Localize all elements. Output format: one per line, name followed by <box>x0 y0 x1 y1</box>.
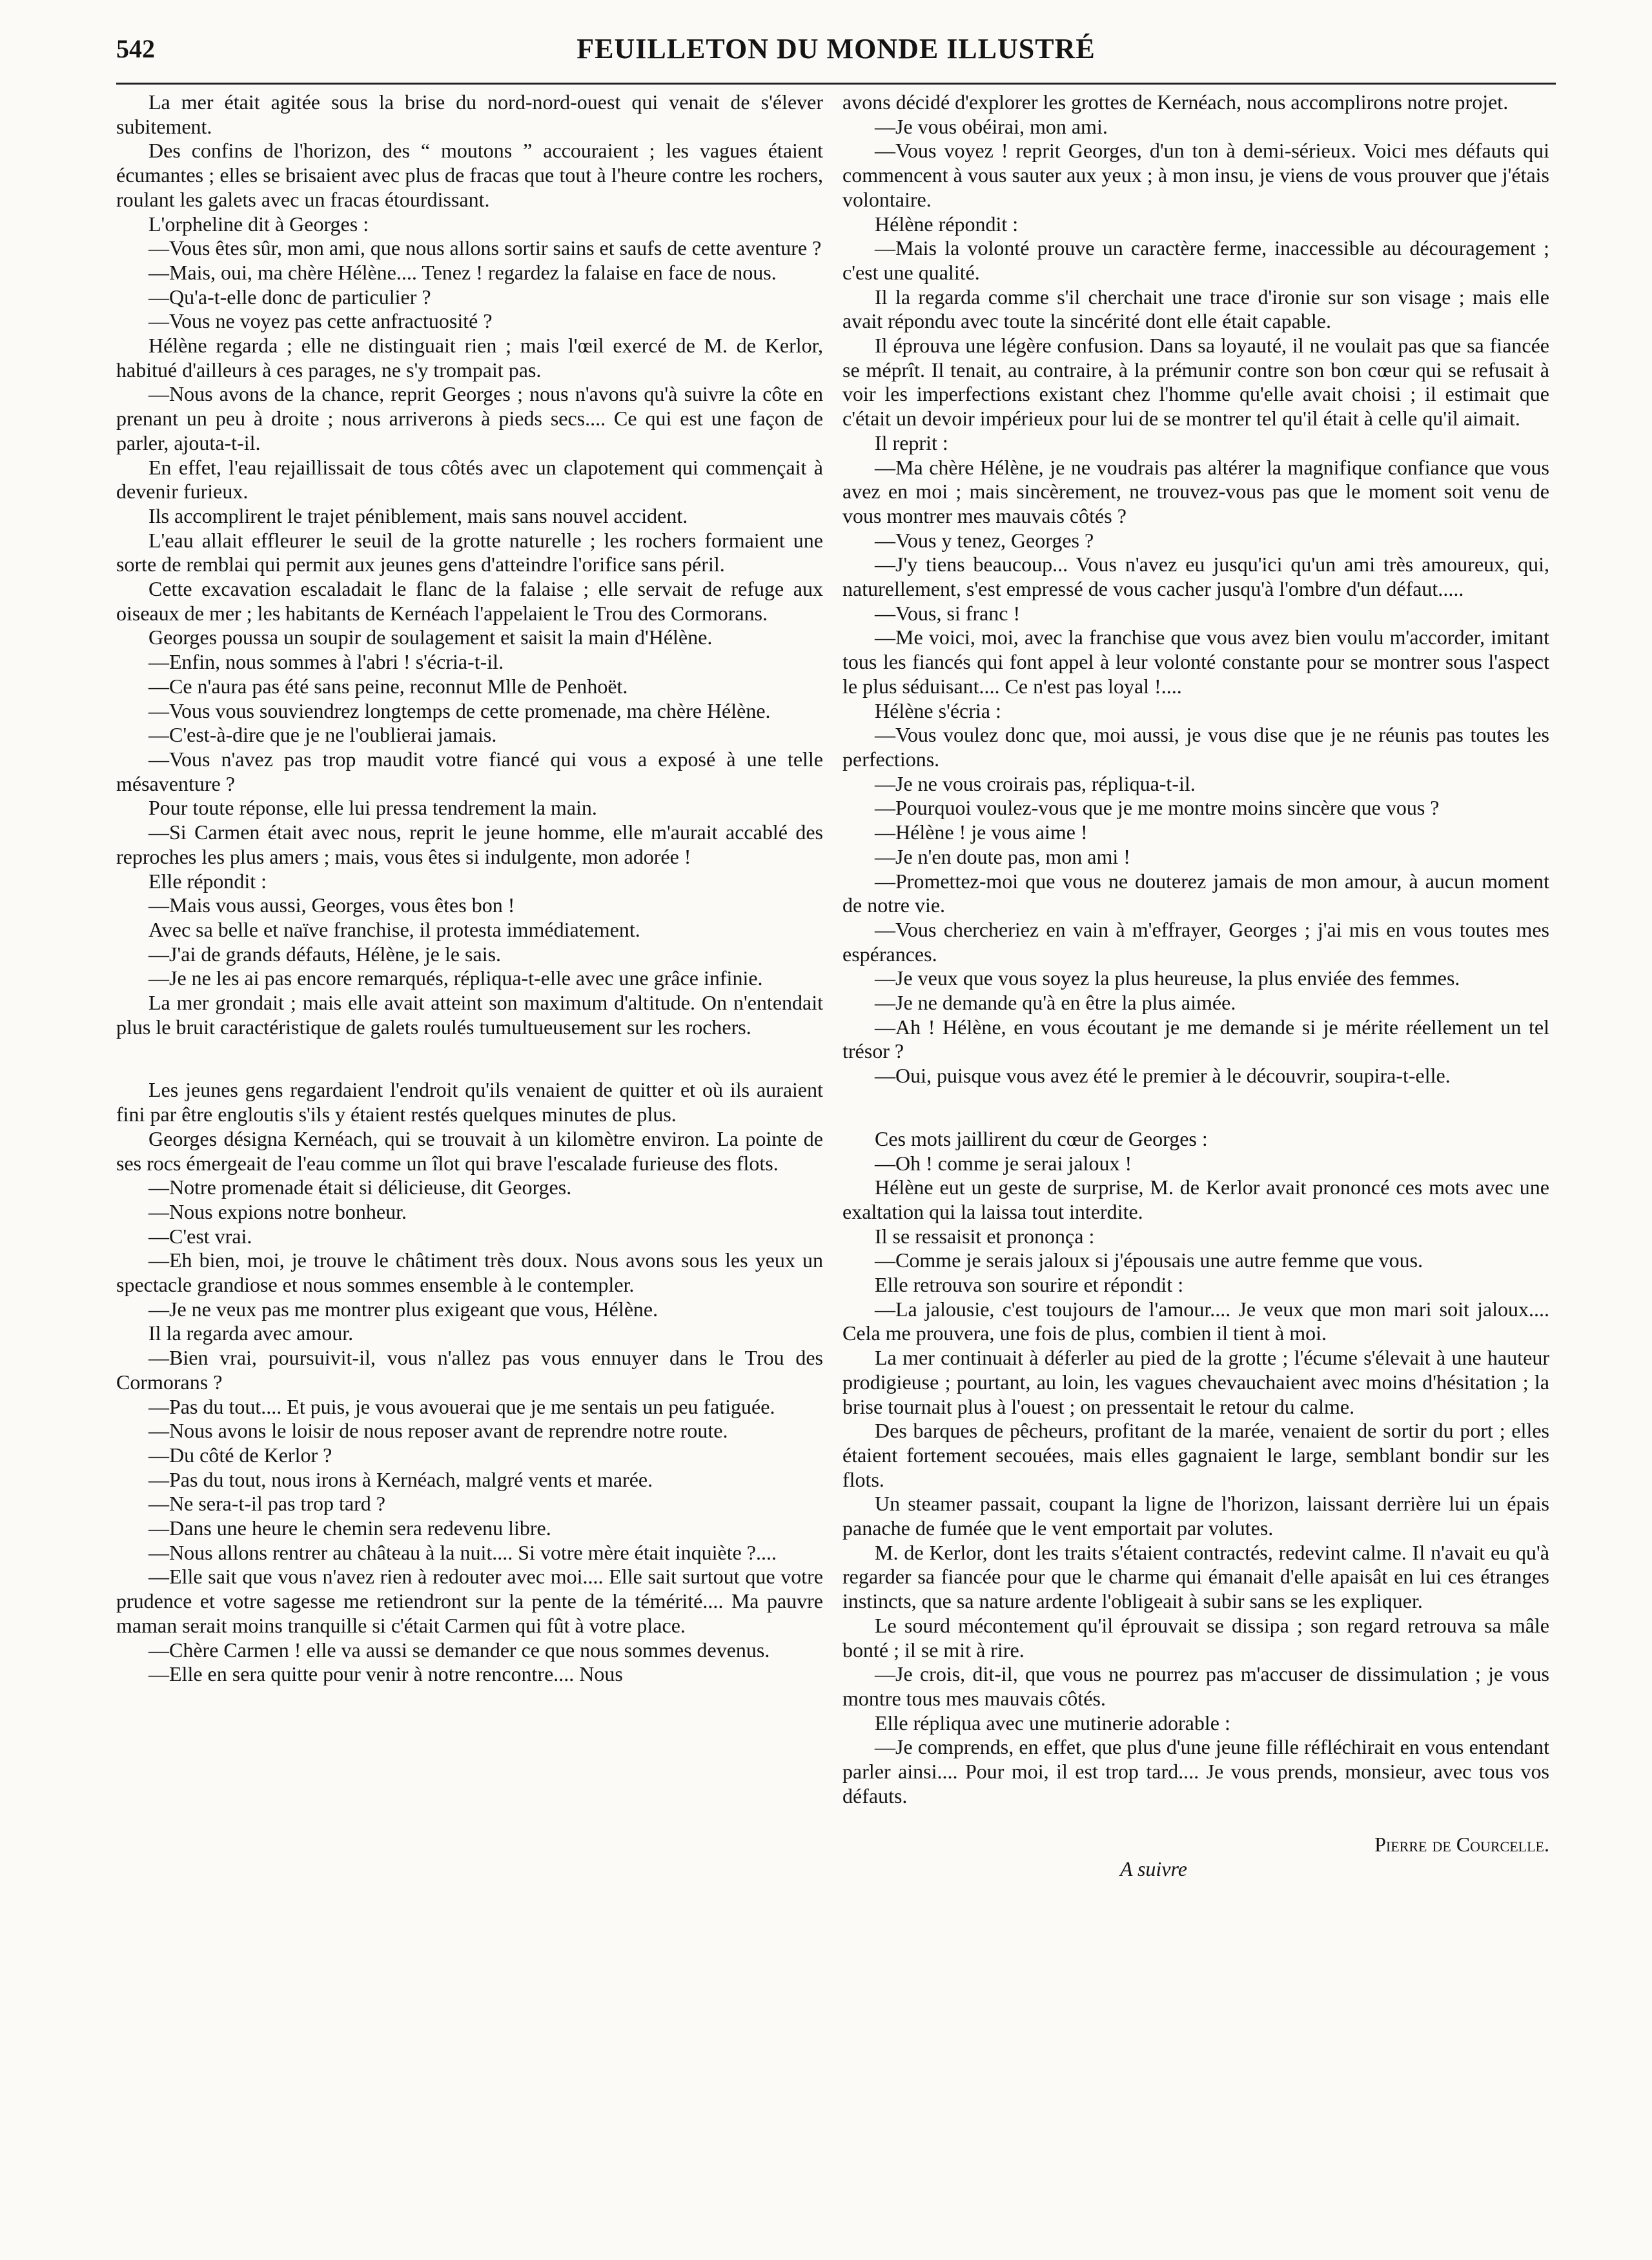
paragraph: La mer continuait à déferler au pied de la grotte ; l'écume s'élevait à une hauteur prodigieuse ; pourtant, au loin, les vagues chevauchaient avec moins d'hésitation ; la brise tournait plus à l'ouest ; on pressentait le retour du calme. <box>842 1346 1549 1418</box>
paragraph: —Nous allons rentrer au château à la nuit.... Si votre mère était inquiète ?.... <box>148 1540 777 1564</box>
spacer <box>842 1809 1549 1832</box>
paragraph: —Promettez-moi que vous ne douterez jamais de mon amour, à aucun moment de notre vie. <box>842 869 1549 917</box>
to-be-continued: A suivre <box>1120 1857 1187 1880</box>
paragraph: Georges désigna Kernéach, qui se trouvait à un kilomètre environ. La pointe de ses rocs émergeait de l'eau comme un îlot qui brave l'escalade furieuse des flots. <box>116 1126 823 1175</box>
paragraph: Des confins de l'horizon, des “ moutons ” accouraient ; les vagues étaient écumantes ; elles se brisaient avec plus de fracas que tout à l'heure contre les rochers, roulant les galets avec un fracas étourdissant. <box>116 139 823 211</box>
paragraph: —Hélène ! je vous aime ! <box>875 820 1088 844</box>
paragraph: —J'ai de grands défauts, Hélène, je le sais. <box>148 942 502 966</box>
paragraph: Georges poussa un soupir de soulagement et saisit la main d'Hélène. <box>148 626 713 649</box>
paragraph: —Ce n'aura pas été sans peine, reconnut Mlle de Penhoët. <box>148 674 628 698</box>
paragraph: —Je crois, dit-il, que vous ne pourrez pas m'accuser de dissimulation ; je vous montre tous mes mauvais côtés. <box>842 1662 1549 1710</box>
paragraph: M. de Kerlor, dont les traits s'étaient contractés, redevint calme. Il n'avait eu qu'à regarder sa fiancée pour que le charme qui émanait d'elle apaisât en lui ces étranges instincts, que sa nature ardente l'obligeait à subir sans se les expliquer. <box>842 1540 1549 1613</box>
paragraph: —Elle en sera quitte pour venir à notre rencontre.... Nous <box>148 1662 623 1686</box>
paragraph: —Je vous obéirai, mon ami. <box>875 114 1108 138</box>
paragraph: —Je ne les ai pas encore remarqués, répliqua-t-elle avec une grâce infinie. <box>148 966 763 990</box>
paragraph: —Je comprends, en effet, que plus d'une jeune fille réfléchirait en vous entendant parler ainsi.... Pour moi, il est trop tard.... Je vous prends, monsieur, avec tous vos défauts. <box>842 1735 1549 1807</box>
paragraph: —Vous, si franc ! <box>875 601 1021 625</box>
paragraph: Les jeunes gens regardaient l'endroit qu'ils venaient de quitter et où ils auraient fini par être engloutis s'ils y étaient restés quelques minutes de plus. <box>116 1078 823 1126</box>
paragraph: —Si Carmen était avec nous, reprit le jeune homme, elle m'aurait accablé des reproches les plus amers ; mais, vous êtes si indulgente, mon adorée ! <box>116 820 823 868</box>
paragraph: Il éprouva une légère confusion. Dans sa loyauté, il ne voulait pas que sa fiancée se méprît. Il tenait, au contraire, à la prémunir contre son bon cœur qui se refusait à voir les imperfections existant chez l'homme qu'elle avait choisi ; il estimait que c'était un devoir impérieux pour lui de se montrer tel qu'il était à celle qu'il aimait. <box>842 334 1549 431</box>
paragraph: —Je ne veux pas me montrer plus exigeant que vous, Hélène. <box>148 1297 658 1321</box>
paragraph: Il reprit : <box>875 431 948 454</box>
paragraph: —Vous ne voyez pas cette anfractuosité ? <box>148 309 493 333</box>
paragraph: —Ah ! Hélène, en vous écoutant je me demande si je mérite réellement un tel trésor ? <box>842 1015 1549 1063</box>
paragraph: —Je veux que vous soyez la plus heureuse, la plus enviée des femmes. <box>875 966 1460 990</box>
paragraph: Elle répondit : <box>148 869 267 893</box>
paragraph: —C'est-à-dire que je ne l'oublierai jamais. <box>148 723 497 747</box>
paragraph: Il la regarda comme s'il cherchait une trace d'ironie sur son visage ; mais elle avait répondu avec toute la sincérité dont elle était capable. <box>842 285 1549 333</box>
paragraph: —Ma chère Hélène, je ne voudrais pas altérer la magnifique confiance que vous avez en moi ; mais sincèrement, ne trouvez-vous pas que le moment soit venu de vous montrer mes mauvais côtés ? <box>842 455 1549 527</box>
paragraph: —Je ne demande qu'à en être la plus aimée. <box>875 991 1236 1015</box>
paragraph: —Vous voyez ! reprit Georges, d'un ton à demi-sérieux. Voici mes défauts qui commencent à vous sauter aux yeux ; à mon insu, je viens de vous prouver que j'étais volontaire. <box>842 139 1549 211</box>
paragraph: —Mais la volonté prouve un caractère ferme, inaccessible au découragement ; c'est une qualité. <box>842 236 1549 284</box>
paragraph: —Je ne vous croirais pas, répliqua-t-il. <box>875 771 1196 795</box>
paragraph: Hélène regarda ; elle ne distinguait rien ; mais l'œil exercé de M. de Kerlor, habitué d'ailleurs à ces parages, ne s'y trompait pas. <box>116 334 823 382</box>
paragraph: Pour toute réponse, elle lui pressa tendrement la main. <box>148 796 597 820</box>
paragraph: —Nous expions notre bonheur. <box>148 1199 407 1223</box>
paragraph: —Notre promenade était si délicieuse, dit Georges. <box>148 1176 572 1199</box>
paragraph: —C'est vrai. <box>148 1224 252 1248</box>
paragraph: —Nous avons le loisir de nous reposer avant de reprendre notre route. <box>148 1419 728 1443</box>
paragraph: Elle répliqua avec une mutinerie adorable : <box>875 1711 1230 1735</box>
paragraph: —Chère Carmen ! elle va aussi se demander ce que nous sommes devenus. <box>148 1638 770 1662</box>
paragraph: —Eh bien, moi, je trouve le châtiment très doux. Nous avons sous les yeux un spectacle grandiose et nous sommes ensemble à le contempler. <box>116 1248 823 1297</box>
paragraph: Ces mots jaillirent du cœur de Georges : <box>875 1126 1208 1150</box>
paragraph: Avec sa belle et naïve franchise, il protesta immédiatement. <box>148 917 640 941</box>
paragraph: —Mais, oui, ma chère Hélène.... Tenez ! regardez la falaise en face de nous. <box>148 260 777 284</box>
paragraph: —Qu'a-t-elle donc de particulier ? <box>148 285 431 309</box>
paragraph: Un steamer passait, coupant la ligne de l'horizon, laissant derrière lui un épais panache de fumée que le vent emportait par volutes. <box>842 1492 1549 1540</box>
section-break <box>116 1039 823 1078</box>
paragraph: —Comme je serais jaloux si j'épousais une autre femme que vous. <box>875 1248 1423 1272</box>
paragraph: —Vous êtes sûr, mon ami, que nous allons sortir sains et saufs de cette aventure ? <box>148 236 822 260</box>
paragraph: Le sourd mécontement qu'il éprouvait se dissipa ; son regard retrouva sa mâle bonté ; il se mit à rire. <box>842 1613 1549 1662</box>
paragraph: Il se ressaisit et prononça : <box>875 1224 1095 1248</box>
paragraph: —Du côté de Kerlor ? <box>148 1443 332 1467</box>
right-section-2 <box>842 1127 1549 1809</box>
paragraph: —Nous avons de la chance, reprit Georges ; nous n'avons qu'à suivre la côte en prenant un peu à droite ; nous arriverons à pieds secs.... Ce qui est une façon de parler, ajouta-t-il. <box>116 382 823 454</box>
paragraph: —Me voici, moi, avec la franchise que vous avez bien voulu m'accorder, imitant tous les fiancés qui font appel à leur volonté constante pour se montrer sous l'aspect le plus séduisant.... Ce n'est pas loyal !.... <box>842 626 1549 698</box>
paragraph: —J'y tiens beaucoup... Vous n'avez eu jusqu'ici qu'un ami très amoureux, qui, naturellement, s'est empressé de vous cacher jusqu'à l'ombre d'un défaut..... <box>842 553 1549 601</box>
paragraph: —Vous chercheriez en vain à m'effrayer, Georges ; j'ai mis en vous toutes mes espérances. <box>842 917 1549 966</box>
header-rule <box>116 83 1556 85</box>
paragraph: Hélène eut un geste de surprise, M. de Kerlor avait prononcé ces mots avec une exaltation qui la laissa tout interdite. <box>842 1176 1549 1223</box>
paragraph: L'orpheline dit à Georges : <box>148 212 369 236</box>
paragraph: —Bien vrai, poursuivit-il, vous n'allez pas vous ennuyer dans le Trou des Cormorans ? <box>116 1346 823 1394</box>
paragraph: Hélène répondit : <box>875 212 1019 236</box>
section-break <box>842 1088 1549 1127</box>
left-column <box>116 90 823 1687</box>
paragraph: —Enfin, nous sommes à l'abri ! s'écria-t-il. <box>148 650 504 674</box>
paragraph: —Vous n'avez pas trop maudit votre fiancé qui vous a exposé à une telle mésaventure ? <box>116 747 823 795</box>
paragraph: —Pas du tout.... Et puis, je vous avouerai que je me sentais un peu fatiguée. <box>148 1394 775 1418</box>
paragraph: —Oh ! comme je serai jaloux ! <box>875 1151 1132 1175</box>
paragraph: L'eau allait effleurer le seuil de la grotte naturelle ; les rochers formaient une sorte de remblai qui permit aux jeunes gens d'atteindre l'orifice sans péril. <box>116 528 823 576</box>
right-section-1 <box>842 115 1549 1088</box>
left-section-2 <box>116 1078 823 1687</box>
paragraph: La mer grondait ; mais elle avait atteint son maximum d'altitude. On n'entendait plus le bruit caractéristique de galets roulés tumultueusement sur les rochers. <box>116 991 823 1039</box>
paragraph: —Vous vous souviendrez longtemps de cette promenade, ma chère Hélène. <box>148 698 771 722</box>
paragraph: —Pas du tout, nous irons à Kernéach, malgré vents et marée. <box>148 1467 653 1491</box>
author-signature: Pierre de Courcelle. <box>1374 1832 1549 1856</box>
paragraph: —Mais vous aussi, Georges, vous êtes bon ! <box>148 893 515 917</box>
paragraph: —Je n'en doute pas, mon ami ! <box>875 844 1130 868</box>
paragraph: Elle retrouva son sourire et répondit : <box>875 1273 1184 1297</box>
paragraph: Ils accomplirent le trajet péniblement, mais sans nouvel accident. <box>148 504 688 527</box>
paragraph: La mer était agitée sous la brise du nord-nord-ouest qui venait de s'élever subitement. <box>116 90 823 138</box>
paragraph: Hélène s'écria : <box>875 698 1001 722</box>
paragraph: —Vous voulez donc que, moi aussi, je vous dise que je ne réunis pas toutes les perfections. <box>842 723 1549 771</box>
paragraph: —Pourquoi voulez-vous que je me montre moins sincère que vous ? <box>875 796 1440 820</box>
left-section-1 <box>116 90 823 1039</box>
paragraph: —Elle sait que vous n'avez rien à redouter avec moi.... Elle sait surtout que votre prudence et votre sagesse me retiendront sur la pente de la témérité.... Ma pauvre maman serait moins tranquille si c'était Carmen qui fût à votre place. <box>116 1565 823 1637</box>
right-column <box>842 90 1549 1881</box>
page-number: 542 <box>116 34 155 63</box>
paragraph: Il la regarda avec amour. <box>148 1321 354 1345</box>
paragraph: Des barques de pêcheurs, profitant de la marée, venaient de sortir du port ; elles étaient fortement secouées, mais elles gagnaient le large, semblant bondir sur les flots. <box>842 1419 1549 1491</box>
paragraph: Cette excavation escaladait le flanc de la falaise ; elle servait de refuge aux oiseaux de mer ; les habitants de Kernéach l'appelaient le Trou des Cormorans. <box>116 577 823 625</box>
page-header <box>116 30 1556 88</box>
paragraph: —La jalousie, c'est toujours de l'amour.... Je veux que mon mari soit jaloux.... Cela me prouvera, une fois de plus, combien il tient à moi. <box>842 1297 1549 1345</box>
continued-paragraph: avons décidé d'explorer les grottes de Kernéach, nous accomplirons notre projet. <box>842 90 1509 114</box>
paragraph: En effet, l'eau rejaillissait de tous côtés avec un clapotement qui commençait à devenir furieux. <box>116 455 823 504</box>
paragraph: —Dans une heure le chemin sera redevenu libre. <box>148 1516 551 1540</box>
paragraph: —Vous y tenez, Georges ? <box>875 528 1094 552</box>
paragraph: —Ne sera-t-il pas trop tard ? <box>148 1492 385 1516</box>
paragraph: —Oui, puisque vous avez été le premier à le découvrir, soupira-t-elle. <box>875 1064 1451 1088</box>
newspaper-title: FEUILLETON DU MONDE ILLUSTRÉ <box>576 33 1096 65</box>
